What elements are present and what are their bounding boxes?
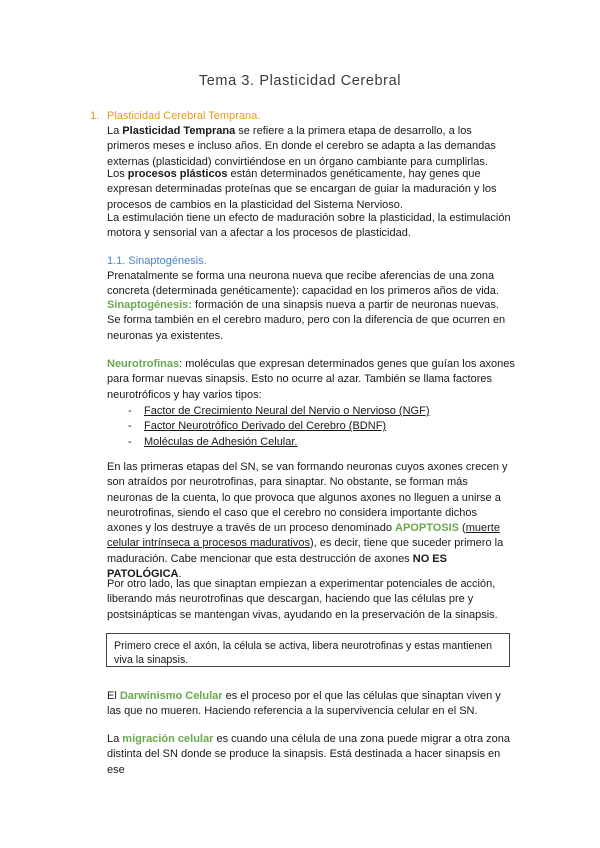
paragraph-potenciales: Por otro lado, las que sinaptan empiezan a experimentar potenciales de acción, liberando más neurotrofinas que descargan, haciendo que las células pre y postsinápticas se mantengan vivas, ayudando en la preservación de la sinapsis. [107,578,498,621]
list-item: - Factor Neurotrófico Derivado del Cerebro (BDNF) [128,420,387,433]
list-item: - Moléculas de Adhesión Celular. [128,435,298,448]
neurotrophic-factor-list [107,404,507,450]
paragraph-darwinismo: El Darwinismo Celular es el proceso por el que las células que sinaptan viven y las que no mueren. Haciendo referencia a la supervivencia celular en el SN. [107,690,501,718]
paragraph-plasticidad-temprana: La Plasticidad Temprana se refiere a la primera etapa de desarrollo, a los primeros meses e incluso años. En donde el cerebro se adapta a las demandas externas (plasticidad) convirtiéndose en un órgano cambiante para cumplirlas. [107,125,496,168]
paragraph-migracion: La migración celular es cuando una célula de una zona puede migrar a otra zona distinta del SN donde se produce la sinapsis. Está destinada a hacer sinapsis en ese [107,733,510,776]
subsection-heading: 1.1. Sinaptogénesis. [107,255,207,267]
section-number: 1. [90,110,100,122]
paragraph-prenatal: Prenatalmente se forma una neurona nueva que recibe aferencias de una zona concreta (determinada genéticamente): capacidad en los primeros años de vida. [107,270,499,298]
paragraph-apoptosis: En las primeras etapas del SN, se van formando neuronas cuyos axones crecen y son atraídos por neurotrofinas, para sinaptar. No obstante, se forman más neuronas de la cuenta, lo que provoca que algunos axones no lleguen a unirse a neurotrofinas, siendo el caso que el cerebro no considera importante dichos axones y los destruye a través de un proceso denominado APOPTOSIS (muerte celular intrínseca a procesos madurativos), es decir, tiene que suceder primero la maduración. Cabe mencionar que esta destrucción de axones NO ES PATOLÓGICA. [107,461,508,581]
summary-box: Primero crece el axón, la célula se activa, libera neurotrofinas y estas mantienen viva la sinapsis. [106,633,510,667]
paragraph-sinaptogenesis: Sinaptogénesis: formación de una sinapsis nueva a partir de neuronas nuevas. Se forma también en el cerebro maduro, pero con la diferencia de que ocurren en neuronas ya existentes. [107,299,506,342]
section-heading: Plasticidad Cerebral Temprana. [107,110,261,122]
paragraph-neurotrofinas: Neurotrofinas: moléculas que expresan determinados genes que guían los axones para formar nuevas sinapsis. Esto no ocurre al azar. También se llama factores neurotróficos y hay varios tipos: [107,358,515,401]
page-title: Tema 3. Plasticidad Cerebral [198,73,402,89]
list-item: - Factor de Crecimiento Neural del Nervio o Nervioso (NGF) [128,405,430,417]
paragraph-estimulacion: La estimulación tiene un efecto de maduración sobre la plasticidad, la estimulación motora y sensorial van a afectar a los procesos de plasticidad. [107,212,511,240]
paragraph-procesos-plasticos: Los procesos plásticos están determinados genéticamente, hay genes que expresan determinadas proteínas que se encargan de guiar la maduración y los procesos de cambios en la plasticidad del Sistema Nervioso. [107,168,497,211]
